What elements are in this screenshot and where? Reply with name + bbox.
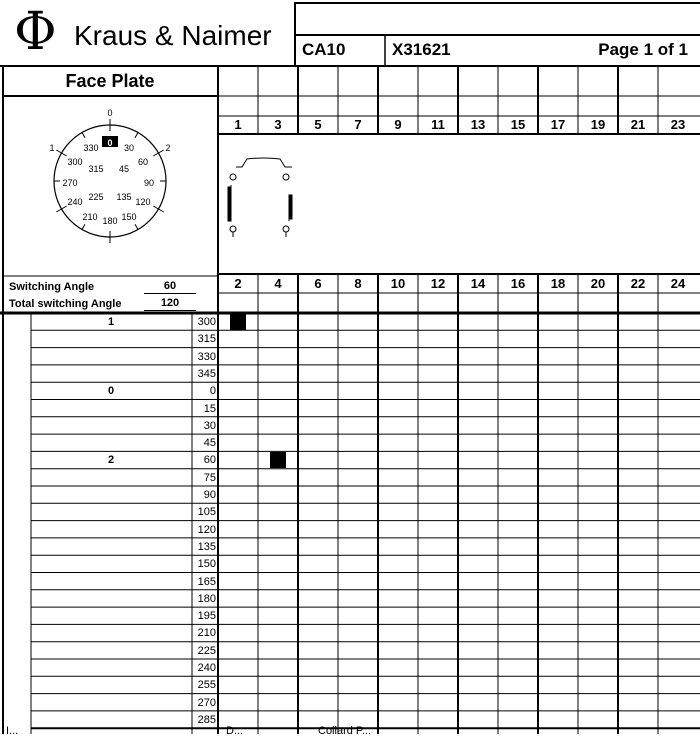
angle-label: 15 (203, 402, 216, 415)
dial-angle: 270 (62, 178, 78, 188)
dial-angle: 135 (116, 192, 132, 202)
angle-label: 225 (197, 644, 216, 657)
face-plate-title: Face Plate (65, 71, 155, 91)
angle-label: 315 (197, 333, 216, 346)
position-label: 0 (107, 385, 115, 398)
dial-angle: 330 (83, 143, 99, 153)
angle-label: 270 (197, 696, 216, 709)
contact-number: 12 (430, 276, 446, 291)
contact-number: 24 (670, 276, 686, 291)
dial-angle: 300 (67, 157, 83, 167)
face-plate-dial (4, 98, 216, 274)
angle-label: 210 (197, 627, 216, 640)
angle-label: 150 (197, 558, 216, 571)
angle-label: 0 (209, 385, 216, 398)
dial-angle: 60 (137, 157, 148, 167)
total-angle-label: Total switching Angle (9, 298, 122, 310)
position-label: 1 (107, 316, 115, 328)
contact-diagram (219, 135, 319, 273)
dial-angle: 45 (118, 164, 129, 174)
angle-label: 90 (203, 489, 216, 501)
series-code: CA10 (302, 40, 346, 59)
dial-angle: 225 (88, 192, 104, 202)
contact-number: 14 (470, 276, 486, 291)
dial-angle: 120 (135, 197, 151, 207)
footer-middle: D... (226, 725, 244, 737)
contact-closed-mark (230, 314, 246, 330)
angle-label: 60 (203, 454, 216, 467)
angle-label: 345 (197, 367, 216, 380)
company-name: Kraus & Naimer (74, 20, 272, 51)
contact-number: 17 (550, 117, 566, 132)
angle-label: 300 (197, 316, 216, 328)
contact-number: 4 (274, 276, 282, 291)
contact-number: 20 (590, 276, 606, 291)
contact-number: 1 (234, 117, 242, 132)
angle-label: 75 (203, 471, 216, 484)
contact-number: 11 (431, 117, 445, 132)
angle-label: 105 (197, 506, 216, 519)
dial-angle: 210 (82, 212, 98, 222)
dial-angle: 90 (143, 178, 154, 188)
contact-number: 22 (630, 276, 646, 291)
angle-label: 195 (197, 610, 216, 623)
angle-label: 285 (197, 713, 216, 726)
dial-pos-1: 1 (49, 143, 55, 153)
footer-left: I... (6, 725, 19, 737)
contact-number: 3 (274, 117, 282, 132)
angle-label: 255 (197, 679, 216, 692)
contact-number: 10 (390, 276, 406, 291)
contact-number: 23 (670, 117, 686, 132)
total-angle-value: 120 (144, 296, 196, 311)
contact-closed-mark (270, 452, 286, 468)
angle-label: 135 (197, 540, 216, 553)
dial-angle: 240 (67, 197, 83, 207)
contact-number: 9 (394, 117, 402, 132)
angle-label: 240 (197, 662, 216, 674)
angle-label: 165 (197, 575, 216, 588)
contact-number: 16 (510, 276, 526, 291)
contact-number: 19 (590, 117, 606, 132)
contact-number: 2 (234, 276, 242, 291)
angle-label: 45 (203, 437, 216, 450)
contact-number: 8 (354, 276, 362, 291)
switching-angle-value: 60 (144, 279, 196, 294)
contact-number: 7 (354, 117, 362, 132)
contact-number: 18 (550, 276, 566, 291)
part-number: X31621 (392, 40, 451, 59)
angle-label: 120 (197, 523, 216, 536)
contact-number: 15 (510, 117, 526, 132)
contact-number: 6 (314, 276, 322, 291)
dial-pos-2: 2 (165, 143, 171, 153)
dial-angle: 150 (121, 212, 137, 222)
dial-angle: 0 (107, 138, 113, 148)
angle-label: 180 (197, 592, 216, 605)
position-label: 2 (107, 454, 115, 467)
contact-number: 13 (470, 117, 486, 132)
page-indicator: Page 1 of 1 (598, 40, 688, 59)
angle-label: 330 (197, 350, 216, 363)
contact-number: 5 (314, 117, 322, 132)
logo-phi-icon: Φ (14, 2, 57, 62)
switching-angle-label: Switching Angle (9, 281, 95, 293)
footer-right: Collard P... (318, 725, 371, 737)
contact-number: 21 (630, 117, 646, 132)
dial-angle: 180 (102, 216, 118, 226)
angle-label: 30 (203, 419, 216, 432)
dial-angle: 315 (88, 164, 104, 174)
dial-pos-0: 0 (107, 108, 113, 118)
dial-angle: 30 (123, 143, 134, 153)
